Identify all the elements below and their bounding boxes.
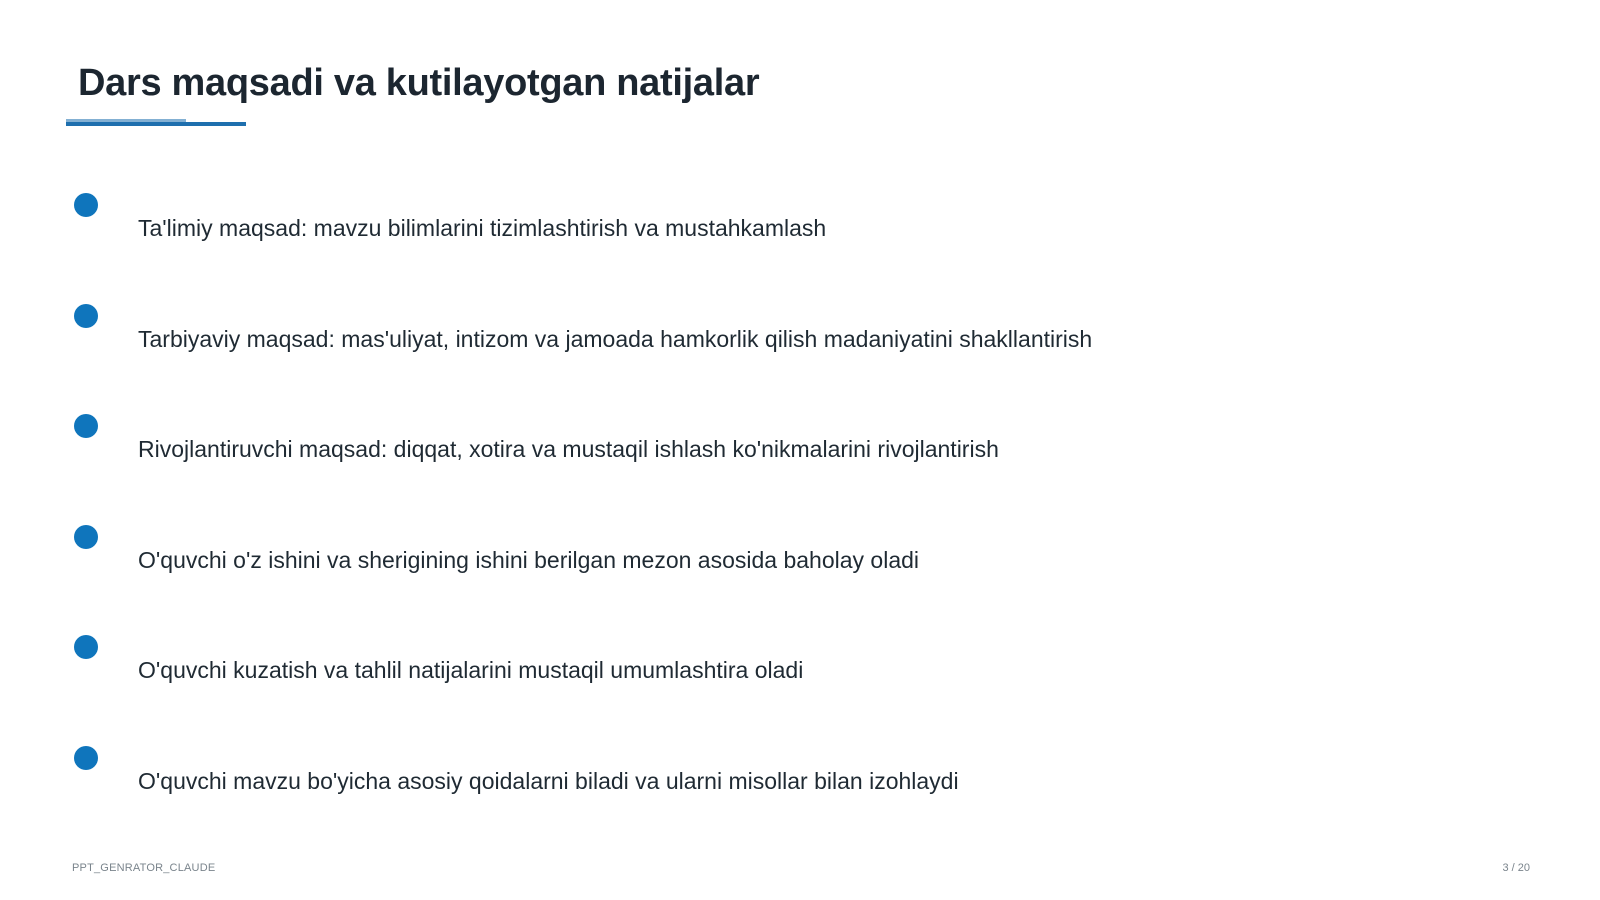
page-indicator: 3 / 20 (1502, 862, 1530, 874)
bullet-dot-icon (74, 746, 98, 770)
list-item (74, 746, 1474, 806)
bullet-dot-icon (74, 525, 98, 549)
bullet-dot-icon (74, 304, 98, 328)
slide-title: Dars maqsadi va kutilayotgan natijalar (78, 62, 760, 104)
bullet-text: O'quvchi o'z ishini va sherigining ishini berilgan mezon asosida baholay oladi (138, 547, 920, 573)
list-item (74, 304, 1474, 364)
bullet-text: O'quvchi mavzu bo'yicha asosiy qoidalarni biladi va ularni misollar bilan izohlaydi (138, 768, 959, 794)
bullet-dot-icon (74, 414, 98, 438)
footer-label: PPT_GENRATOR_CLAUDE (72, 862, 216, 874)
list-item (74, 635, 1474, 695)
bullet-text: Tarbiyaviy maqsad: mas'uliyat, intizom va jamoada hamkorlik qilish madaniyatini shakllantirish (138, 326, 1093, 352)
list-item (74, 414, 1474, 474)
list-item (74, 193, 1474, 253)
bullet-dot-icon (74, 193, 98, 217)
bullet-text: Ta'limiy maqsad: mavzu bilimlarini tizimlashtirish va mustahkamlash (138, 215, 827, 241)
bullet-text: O'quvchi kuzatish va tahlil natijalarini mustaqil umumlashtira oladi (138, 657, 804, 683)
list-item (74, 525, 1474, 585)
bullet-dot-icon (74, 635, 98, 659)
bullet-text: Rivojlantiruvchi maqsad: diqqat, xotira va mustaqil ishlash ko'nikmalarini rivojlantirish (138, 436, 999, 462)
